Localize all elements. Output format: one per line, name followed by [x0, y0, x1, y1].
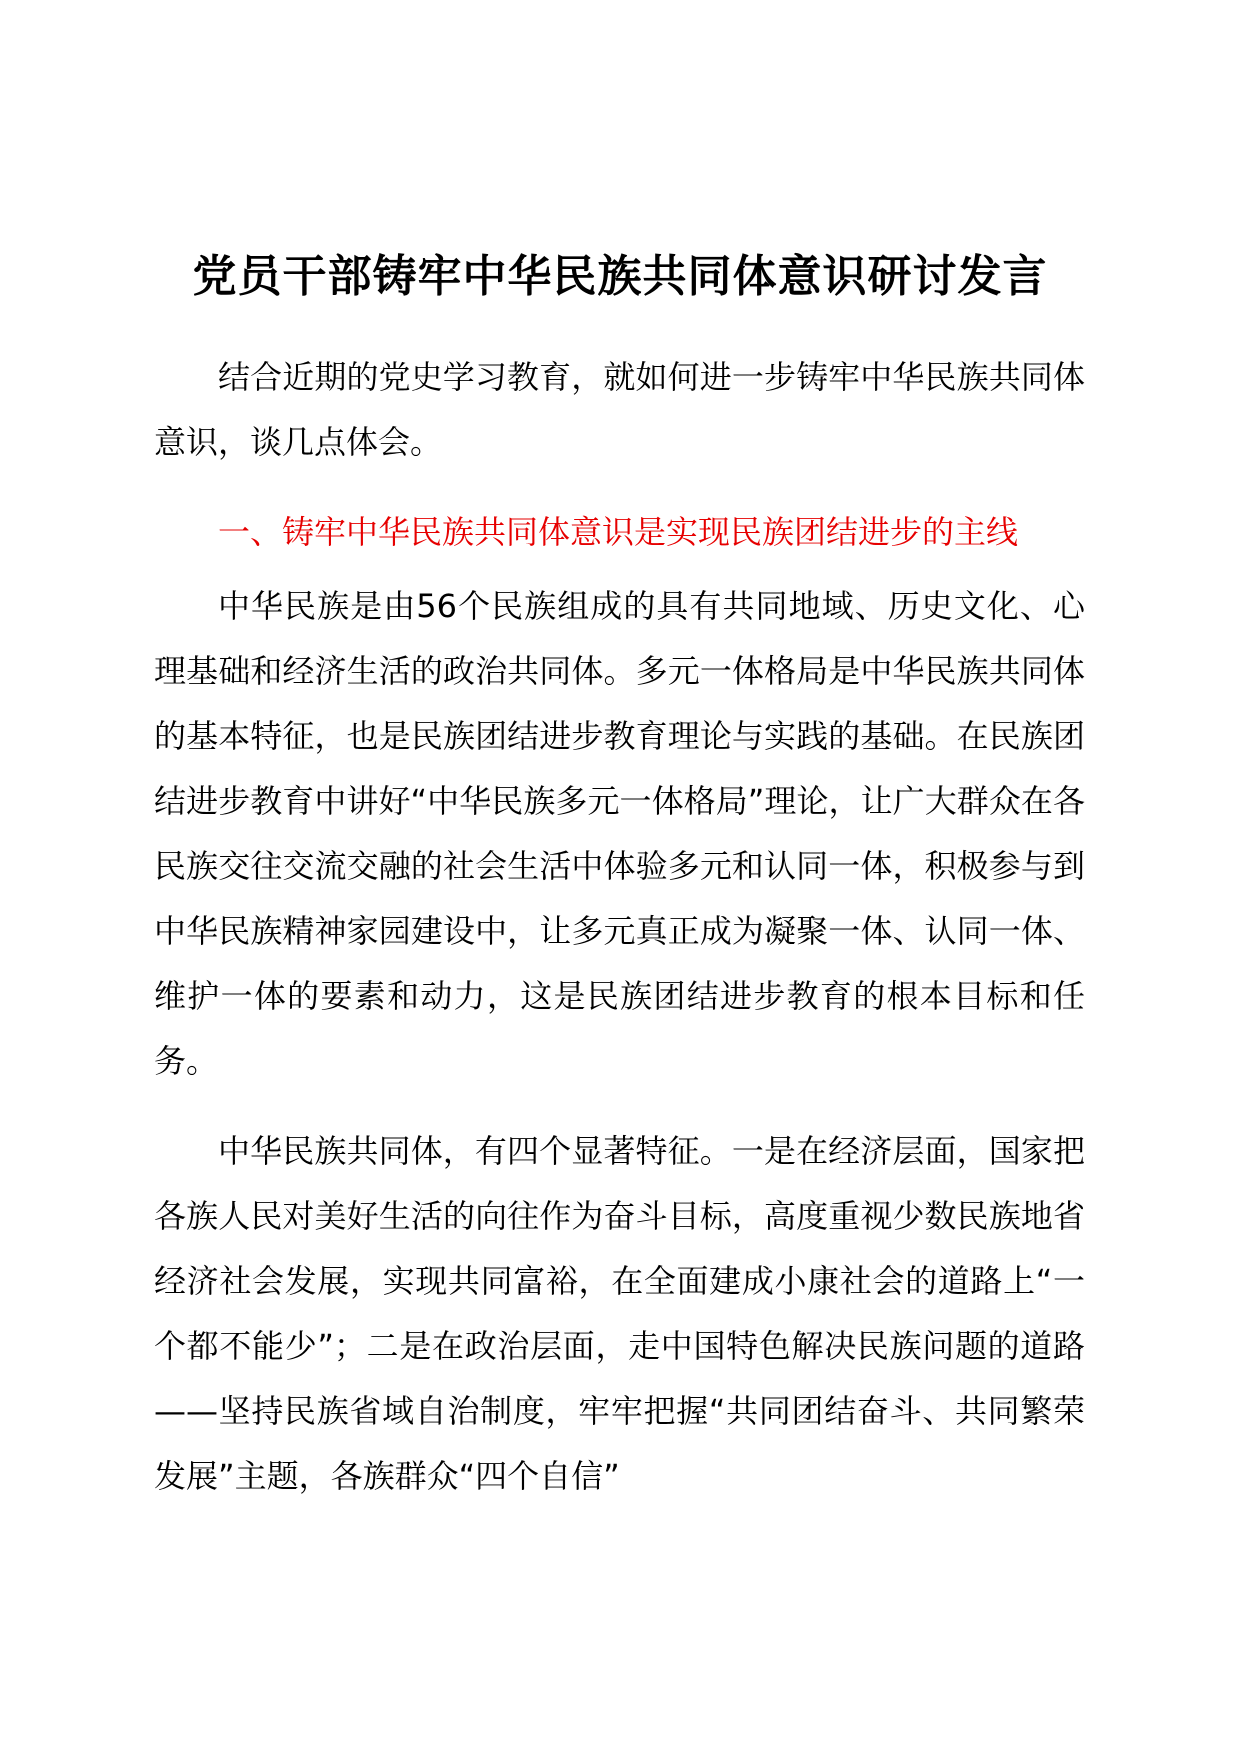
section-heading-one: 一、铸牢中华民族共同体意识是实现民族团结进步的主线 [218, 513, 1019, 551]
document-title: 党员干部铸牢中华民族共同体意识研讨发言 [192, 251, 1048, 302]
body-paragraph-one: 中华民族是由56个民族组成的具有共同地域、历史文化、心理基础和经济生活的政治共同体。多元一体格局是中华民族共同体的基本特征，也是民族团结进步教育理论与实践的基础。在民族团结进步教育中讲好“中华民族多元一体格局”理论，让广大群众在各民族交往交流交融的社会生活中体验多元和认同一体，积极参与到中华民族精神家园建设中，让多元真正成为凝聚一体、认同一体、维护一体的要素和动力，这是民族团结进步教育的根本目标和任务。 [154, 587, 1085, 1080]
body-paragraph-two: 中华民族共同体，有四个显著特征。一是在经济层面，国家把各族人民对美好生活的向往作为奋斗目标，高度重视少数民族地省经济社会发展，实现共同富裕，在全面建成小康社会的道路上“一个都不能少”；二是在政治层面，走中国特色解决民族问题的道路——坚持民族省域自治制度，牢牢把握“共同团结奋斗、共同繁荣发展”主题，各族群众“四个自信” [154, 1132, 1085, 1495]
intro-paragraph: 结合近期的党史学习教育，就如何进一步铸牢中华民族共同体意识，谈几点体会。 [154, 358, 1085, 461]
